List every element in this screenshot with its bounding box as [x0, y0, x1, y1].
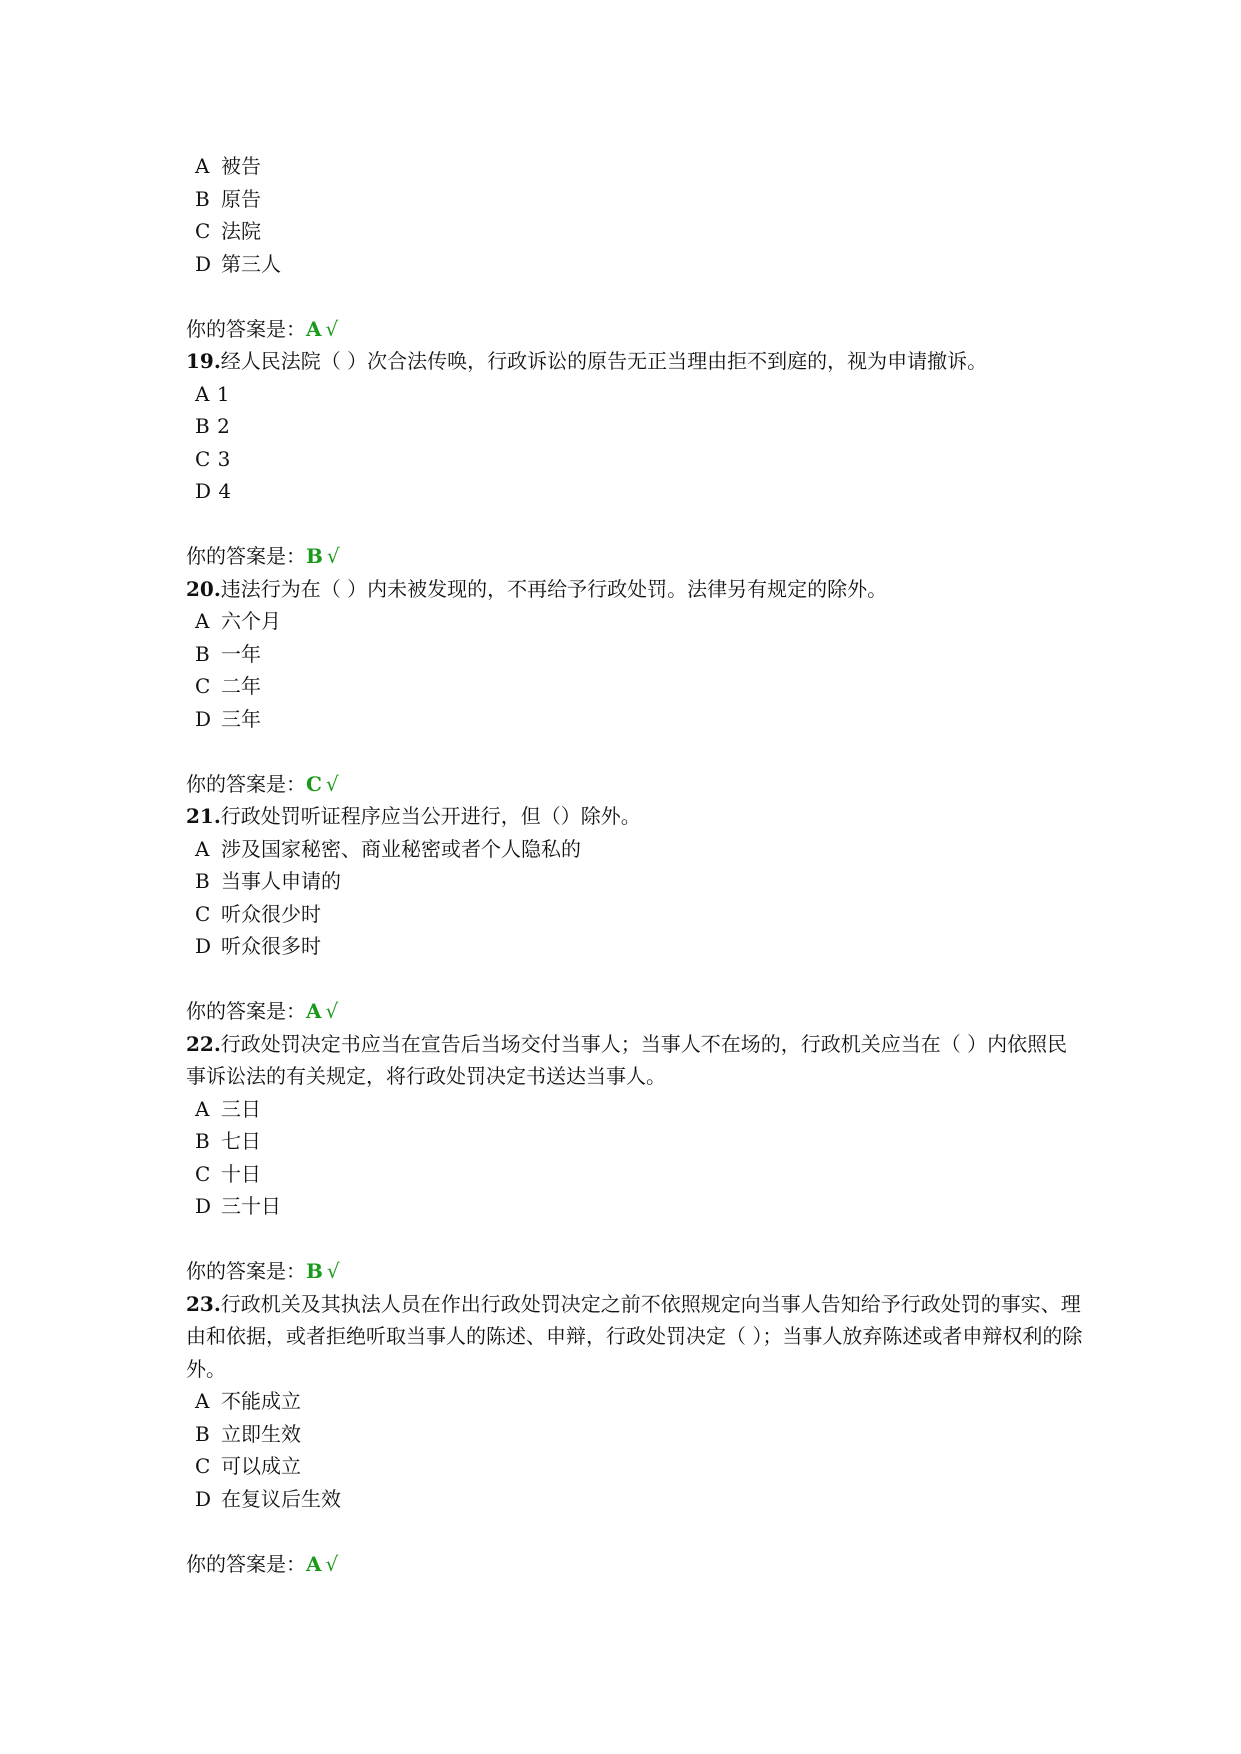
check-mark: √	[325, 1551, 339, 1576]
option-b: B 原告	[195, 186, 261, 211]
answer-letter: A	[306, 999, 322, 1023]
answer-line: 你的答案是：A √	[186, 1551, 339, 1576]
question-21	[186, 800, 1086, 1028]
question-text: 22.行政处罚决定书应当在宣告后当场交付当事人；当事人不在场的，行政机关应当在（ ）内依照民事诉讼法的有关规定，将行政处罚决定书送达当事人。	[186, 1031, 1068, 1088]
question-22	[186, 1028, 1086, 1288]
question-20	[186, 573, 1086, 801]
spacer	[186, 1515, 1086, 1548]
option-d: D 4	[195, 479, 232, 503]
answer-letter: B	[306, 544, 323, 568]
check-mark: √	[326, 544, 340, 568]
option-d: D 听众很多时	[195, 934, 321, 958]
option-d: D 第三人	[195, 251, 281, 276]
question-text: 20.违法行为在（ ）内未被发现的，不再给予行政处罚。法律另有规定的除外。	[186, 576, 888, 601]
option-b: B 立即生效	[195, 1421, 301, 1446]
question-text: 19.经人民法院（ ）次合法传唤，行政诉讼的原告无正当理由拒不到庭的，视为申请撤诉。	[186, 349, 988, 373]
option-a: A 被告	[195, 154, 261, 178]
check-mark: √	[325, 316, 339, 341]
answer-letter: B	[306, 1259, 323, 1283]
quiz-content	[186, 150, 1086, 1580]
option-c: C 3	[195, 446, 231, 471]
check-mark: √	[326, 1259, 340, 1283]
spacer	[186, 963, 1086, 996]
question-text: 23.行政机关及其执法人员在作出行政处罚决定之前不依照规定向当事人告知给予行政处罚的事实、理由和依据，或者拒绝听取当事人的陈述、申辩，行政处罚决定（ ）；当事人放弃陈述或者申辩权利的除外。	[186, 1291, 1083, 1381]
option-c: C 可以成立	[195, 1454, 301, 1478]
check-mark: √	[325, 999, 339, 1023]
spacer	[186, 1223, 1086, 1256]
answer-line: 你的答案是：A √	[186, 999, 339, 1023]
option-c: C 听众很少时	[195, 901, 321, 926]
answer-line: 你的答案是：A √	[186, 316, 339, 341]
option-d: D 三年	[195, 706, 261, 731]
spacer	[186, 508, 1086, 541]
option-a: A 1	[195, 381, 230, 406]
option-a: A 六个月	[195, 609, 281, 633]
question-text: 21.行政处罚听证程序应当公开进行，但（）除外。	[186, 804, 641, 828]
option-b: B 七日	[195, 1129, 261, 1153]
option-d: D 三十日	[195, 1194, 281, 1218]
option-c: C 法院	[195, 219, 261, 243]
question-18-options	[186, 150, 1086, 280]
option-b: B 2	[195, 414, 230, 438]
option-c: C 二年	[195, 674, 261, 698]
option-d: D 在复议后生效	[195, 1486, 341, 1511]
option-b: B 一年	[195, 641, 261, 666]
answer-letter: C	[306, 771, 322, 796]
option-a: A 不能成立	[195, 1389, 301, 1413]
question-23	[186, 1288, 1086, 1581]
option-a: A 三日	[195, 1096, 261, 1121]
answer-letter: A	[306, 1551, 322, 1576]
answer-letter: A	[306, 316, 322, 341]
question-19	[186, 345, 1086, 573]
answer-line: 你的答案是：B √	[186, 1259, 340, 1283]
option-b: B 当事人申请的	[195, 869, 341, 893]
answer-line: 你的答案是：B √	[186, 544, 340, 568]
check-mark: √	[325, 771, 339, 796]
spacer	[186, 735, 1086, 768]
answer-line: 你的答案是：C √	[186, 771, 339, 796]
option-c: C 十日	[195, 1161, 261, 1186]
spacer	[186, 280, 1086, 313]
option-a: A 涉及国家秘密、商业秘密或者个人隐私的	[195, 836, 581, 861]
